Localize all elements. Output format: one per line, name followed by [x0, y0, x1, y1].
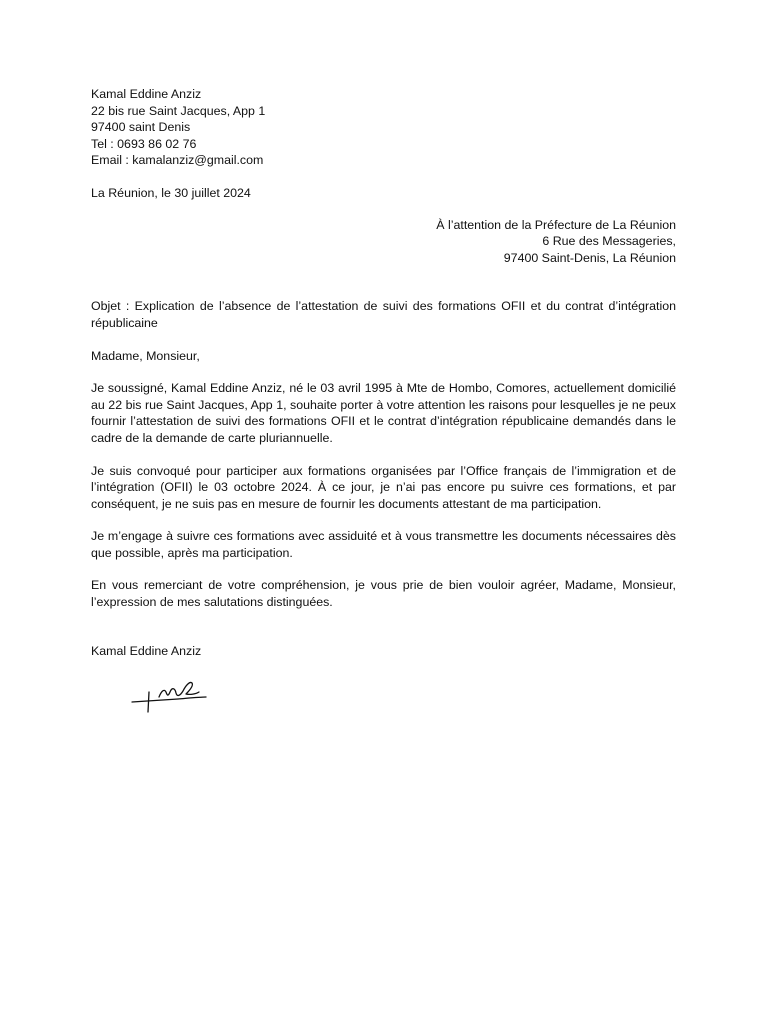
- signature-name: Kamal Eddine Anziz: [91, 643, 202, 658]
- body-paragraph-convocation: Je suis convoqué pour participer aux formations organisées par l’Office français de l’immigration et de l’intégration (OFII) le 03 octobre 2024. À ce jour, je n’ai pas encore pu suivre ces formations, et par conséquent, je ne suis pas en mesure de fournir les documents attestant de ma participation.: [91, 463, 676, 511]
- sender-city: 97400 saint Denis: [91, 120, 191, 135]
- letter-body: [91, 86, 676, 659]
- recipient-attention: À l’attention de la Préfecture de La Réunion: [436, 217, 676, 232]
- sender-block: [91, 86, 676, 169]
- date-line: La Réunion, le 30 juillet 2024: [91, 185, 251, 200]
- body-paragraph-commitment: Je m’engage à suivre ces formations avec assiduité et à vous transmettre les documents nécessaires dès que possible, après ma participation.: [91, 529, 676, 560]
- greeting: Madame, Monsieur,: [91, 348, 200, 363]
- body-paragraph-closing: En vous remerciant de votre compréhension, je vous prie de bien vouloir agréer, Madame, Monsieur, l’expression de mes salutations distinguées.: [91, 578, 676, 610]
- handwritten-signature: [128, 674, 212, 716]
- recipient-street: 6 Rue des Messageries,: [542, 234, 676, 249]
- sender-phone: Tel : 0693 86 02 76: [91, 136, 197, 151]
- subject-line: Objet : Explication de l’absence de l’attestation de suivi des formations OFII et du contrat d’intégration républicaine: [91, 299, 676, 330]
- recipient-block: [91, 217, 676, 267]
- sender-email: Email : kamalanziz@gmail.com: [91, 153, 264, 168]
- sender-name: Kamal Eddine Anziz: [91, 87, 202, 101]
- body-paragraph-intro: Je soussigné, Kamal Eddine Anziz, né le 03 avril 1995 à Mte de Hombo, Comores, actuellement domicilié au 22 bis rue Saint Jacques, App 1, souhaite porter à votre attention les raisons pour lesquelles je ne peux fournir l’attestation de suivi des formations OFII et le contrat d’intégration républicaine demandés dans le cadre de la demande de carte pluriannuelle.: [91, 381, 676, 445]
- sender-street: 22 bis rue Saint Jacques, App 1: [91, 103, 266, 118]
- recipient-city: 97400 Saint-Denis, La Réunion: [503, 250, 676, 265]
